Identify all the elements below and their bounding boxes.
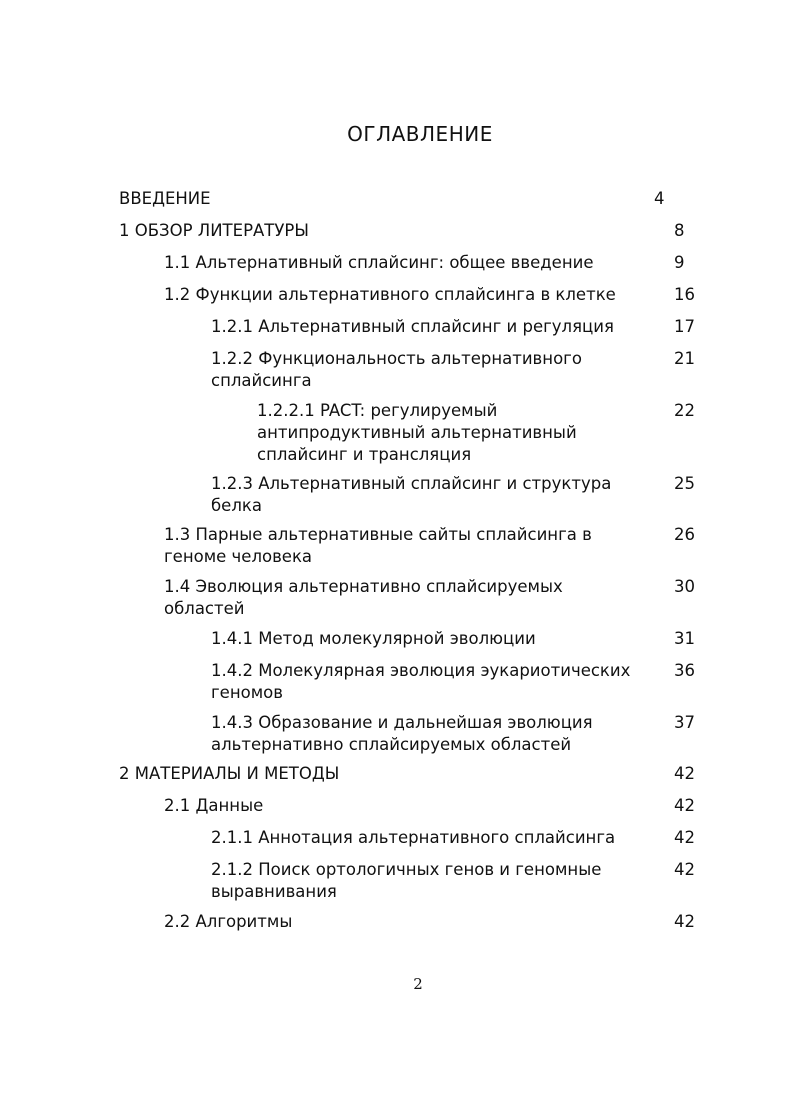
toc-entry-text: 1.2.2.1 PACT: регулируемый антипродуктивный альтернативный сплайсинг и трансляция (257, 401, 577, 464)
toc-entry-text: 1.1 Альтернативный сплайсинг: общее введение (164, 253, 594, 272)
toc-entry (164, 524, 695, 568)
toc-entry (119, 763, 695, 785)
toc-entry-page: 42 (674, 828, 695, 847)
toc-entry-text: 2.1 Данные (164, 796, 264, 815)
toc-entry-page: 36 (674, 661, 695, 680)
toc-entry-page: 4 (654, 189, 665, 208)
toc-entry-text: 1.4.2 Молекулярная эволюция эукариотических геномов (211, 661, 631, 702)
toc-entry-text: 2.1.1 Аннотация альтернативного сплайсинга (211, 828, 616, 847)
toc-entry-text: 1.3 Парные альтернативные сайты сплайсинга в геноме человека (164, 525, 592, 566)
toc-entry-text: 1.4 Эволюция альтернативно сплайсируемых областей (164, 577, 563, 618)
toc-entry-text: 2 МАТЕРИАЛЫ И МЕТОДЫ (119, 764, 340, 783)
toc-entry-text: 1.2.1 Альтернативный сплайсинг и регуляция (211, 317, 614, 336)
toc-entry-page: 16 (674, 285, 695, 304)
toc-entry-text: 1.2.3 Альтернативный сплайсинг и структура белка (211, 474, 612, 515)
toc-entry (211, 628, 695, 650)
toc-entry-text: 1.4.1 Метод молекулярной эволюции (211, 629, 536, 648)
toc-entry (164, 284, 695, 306)
toc-entry (164, 576, 695, 620)
toc-entry-page: 42 (674, 860, 695, 879)
toc-entry (119, 188, 679, 210)
toc-entry (211, 348, 695, 392)
toc-entry-text: 2.2 Алгоритмы (164, 912, 293, 931)
toc-entry-page: 8 (674, 221, 685, 240)
toc-entry-page: 31 (674, 629, 695, 648)
toc-entry (257, 400, 695, 466)
toc-entry-page: 42 (674, 796, 695, 815)
toc-entry-page: 26 (674, 525, 695, 544)
toc-entry-page: 9 (674, 253, 685, 272)
toc-entry (211, 827, 695, 849)
toc-entry-text: 1.4.3 Образование и дальнейшая эволюция альтернативно сплайсируемых областей (211, 713, 593, 754)
toc-entry (211, 316, 695, 338)
toc-entry-page: 42 (674, 764, 695, 783)
toc-entry (211, 712, 695, 756)
page-number: 2 (413, 975, 423, 993)
toc-entry (164, 911, 695, 933)
toc-entry (211, 660, 695, 704)
toc-entry-text: ВВЕДЕНИЕ (119, 189, 211, 208)
toc-entry-page: 21 (674, 349, 695, 368)
toc-entry (164, 795, 695, 817)
toc-entry-text: 2.1.2 Поиск ортологичных генов и геномные выравнивания (211, 860, 602, 901)
toc-entry (211, 859, 695, 903)
toc-entry-page: 37 (674, 713, 695, 732)
toc-entry-text: 1.2.2 Функциональность альтернативного сплайсинга (211, 349, 582, 390)
toc-entry-page: 22 (674, 401, 695, 420)
toc-entry (164, 252, 685, 274)
toc-entry-page: 17 (674, 317, 695, 336)
toc-entry-text: 1 ОБЗОР ЛИТЕРАТУРЫ (119, 221, 309, 240)
toc-entry (211, 473, 695, 517)
toc-entry (119, 220, 685, 242)
page-title: ОГЛАВЛЕНИЕ (347, 122, 493, 146)
toc-entry-page: 30 (674, 577, 695, 596)
toc-entry-page: 42 (674, 912, 695, 931)
toc-entry-text: 1.2 Функции альтернативного сплайсинга в клетке (164, 285, 616, 304)
toc-entry-page: 25 (674, 474, 695, 493)
